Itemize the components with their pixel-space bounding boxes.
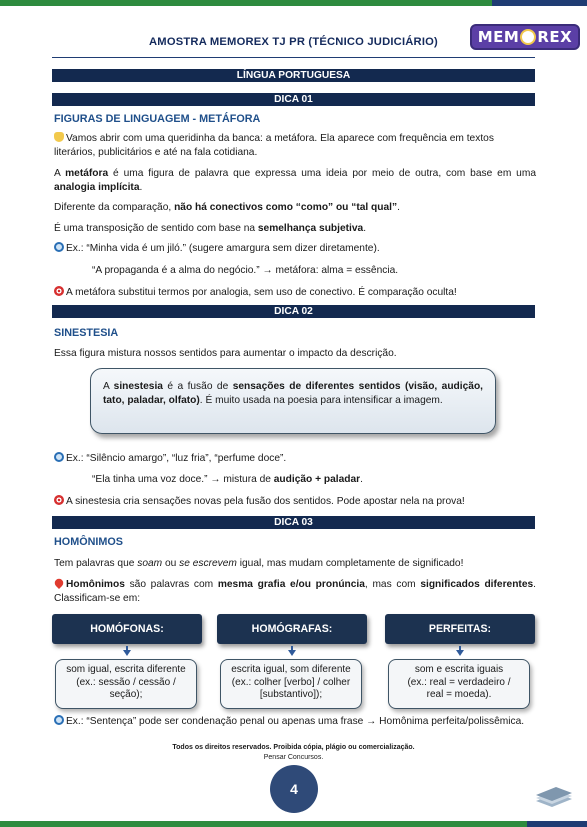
page-number: 4 — [270, 765, 318, 813]
homografas-header: HOMÓGRAFAS: — [217, 614, 367, 644]
footer-rights: Todos os direitos reservados. Proibida cópia, plágio ou comercialização. — [172, 744, 415, 751]
pushpin-icon — [53, 577, 65, 589]
metafora-difference: Diferente da comparação, não há conectivos como “como” ou “tal qual”. — [54, 202, 400, 213]
logo-text-left: MEM — [477, 27, 520, 46]
target-icon — [54, 495, 64, 505]
homonimos-definition: Homônimos são palavras com mesma grafia e/ou pronúncia, mas com significados diferentes. Classificam-se em: — [54, 578, 536, 606]
sinestesia-definition-box: A sinestesia é a fusão de sensações de diferentes sentidos (visão, audição, tato, paladar, olfato). É muito usada na poesia para intensificar a imagem. — [90, 368, 496, 434]
arrow-down-icon — [456, 650, 464, 656]
sinestesia-tip: A sinestesia cria sensações novas pela fusão dos sentidos. Pode apostar nela na prova! — [54, 495, 536, 509]
target-icon — [54, 286, 64, 296]
arrow-down-icon — [288, 650, 296, 656]
homografas-box: escrita igual, som diferente (ex.: colher [verbo] / colher [substantivo]); — [220, 659, 362, 709]
sinestesia-example-1: Ex.: “Silêncio amargo”, “luz fria”, “perfume doce”. — [54, 452, 536, 466]
magnifier-icon — [54, 242, 64, 252]
header-divider — [52, 57, 535, 58]
magnifier-icon — [54, 452, 64, 462]
dica-01-bar: DICA 01 — [52, 93, 535, 106]
heading-homonimos: HOMÔNIMOS — [54, 536, 123, 548]
dica-02-bar: DICA 02 — [52, 305, 535, 318]
stacked-books-icon — [532, 787, 576, 809]
metafora-definition: A metáfora é uma figura de palavra que expressa uma ideia por meio de outra, com base em uma analogia implícita. — [54, 168, 536, 193]
metafora-intro-text: Vamos abrir com uma queridinha da banca: a metáfora. Ela aparece com frequência em textos literários, publicitários e até na fala cotidiana. — [54, 133, 494, 158]
heading-metafora: FIGURAS DE LINGUAGEM - METÁFORA — [54, 113, 261, 125]
arrow-down-icon — [123, 650, 131, 656]
sinestesia-example-2: “Ela tinha uma voz doce.” → mistura de audição + paladar. — [92, 474, 363, 485]
dica-03-bar: DICA 03 — [52, 516, 535, 529]
heading-sinestesia: SINESTESIA — [54, 327, 119, 339]
section-bar-lingua-portuguesa: LÍNGUA PORTUGUESA — [52, 69, 535, 82]
top-color-strip — [0, 0, 587, 6]
homonimos-example: Ex.: “Sentença” pode ser condenação penal ou apenas uma frase → Homônima perfeita/polissêmica. — [54, 715, 536, 729]
homofonas-header: HOMÓFONAS: — [52, 614, 202, 644]
pointing-hand-icon — [54, 132, 64, 142]
logo-text-right: REX — [537, 27, 573, 46]
homonimos-intro: Tem palavras que soam ou se escrevem igual, mas mudam completamente de significado! — [54, 558, 464, 569]
perfeitas-header: PERFEITAS: — [385, 614, 535, 644]
metafora-tip: A metáfora substitui termos por analogia, sem uso de conectivo. É comparação oculta! — [54, 286, 536, 300]
metafora-example-1: Ex.: “Minha vida é um jiló.” (sugere amargura sem dizer diretamente). — [54, 242, 536, 256]
lightbulb-brain-icon — [520, 29, 536, 45]
magnifier-icon — [54, 715, 64, 725]
homofonas-box: som igual, escrita diferente (ex.: sessão / cessão / seção); — [55, 659, 197, 709]
metafora-intro — [54, 132, 536, 160]
sinestesia-intro: Essa figura mistura nossos sentidos para aumentar o impacto da descrição. — [54, 348, 397, 359]
bottom-color-strip — [0, 821, 587, 827]
metafora-example-2: “A propaganda é a alma do negócio.” → metáfora: alma = essência. — [92, 265, 399, 276]
metafora-transposition: É uma transposição de sentido com base na semelhança subjetiva. — [54, 223, 367, 234]
footer-brand: Pensar Concursos. — [263, 754, 324, 761]
page-header-title: AMOSTRA MEMOREX TJ PR (TÉCNICO JUDICIÁRIO) — [149, 36, 438, 48]
memorex-logo — [470, 24, 580, 50]
perfeitas-box: som e escrita iguais (ex.: real = verdadeiro / real = moeda). — [388, 659, 530, 709]
